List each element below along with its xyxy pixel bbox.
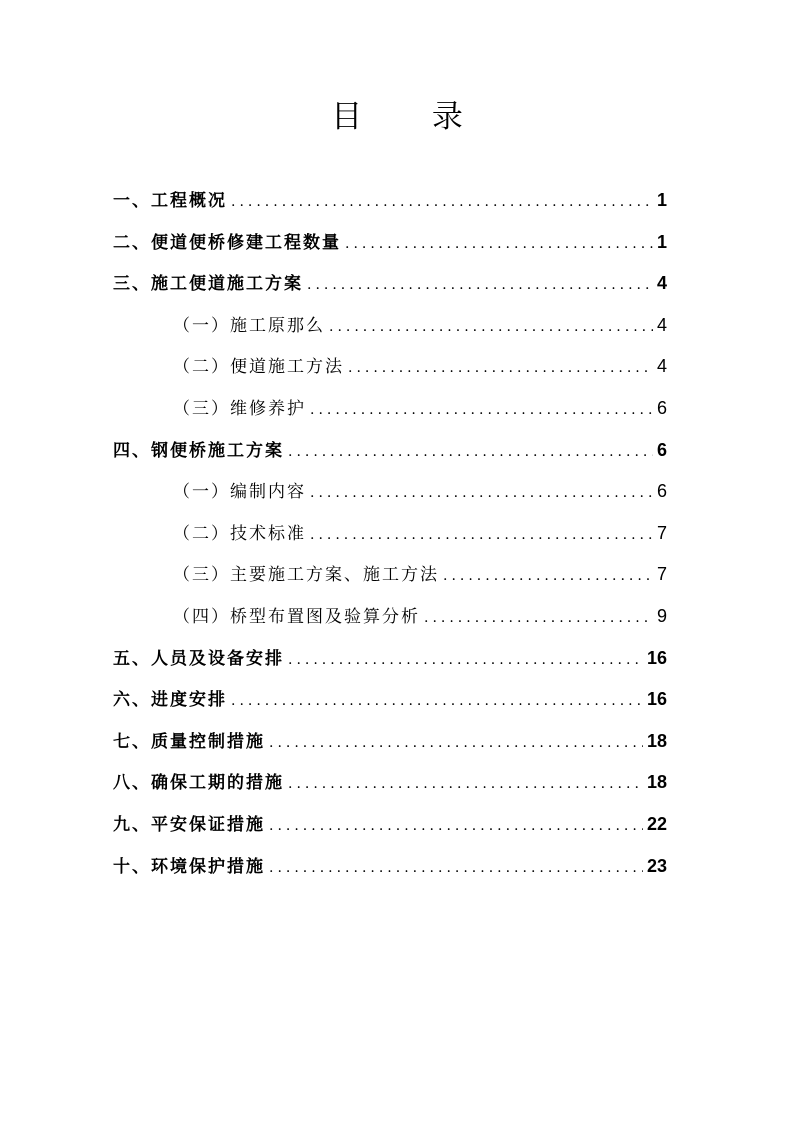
toc-page-number: 1	[656, 231, 667, 252]
toc-page-number: 16	[646, 647, 667, 668]
toc-page-number: 18	[646, 730, 667, 751]
toc-entry-title: 五、人员及设备安排	[113, 648, 284, 669]
toc-dot-leader	[231, 681, 643, 723]
toc-subentry[interactable]	[113, 471, 667, 513]
toc-entry-title: 四、钢便桥施工方案	[113, 440, 284, 461]
toc-page-number: 1	[656, 190, 667, 210]
toc-entry[interactable]	[113, 762, 667, 804]
toc-entry-title: 六、进度安排	[113, 690, 227, 711]
toc-entry-title: 十、环境保护措施	[113, 856, 265, 877]
toc-entry[interactable]	[113, 804, 667, 846]
toc-subentry[interactable]	[113, 596, 667, 638]
toc-page-number: 22	[646, 813, 667, 834]
toc-entry-title: （四）桥型布置图及验算分析	[173, 606, 420, 627]
toc-entry[interactable]	[113, 263, 667, 305]
toc-subentry[interactable]	[113, 554, 667, 596]
toc-entry-title: （一）施工原那么	[173, 315, 325, 336]
toc-entry-title: 七、质量控制措施	[113, 731, 265, 752]
toc-entry-title: 二、便道便桥修建工程数量	[113, 232, 341, 253]
toc-subentry[interactable]	[113, 388, 667, 430]
toc-dot-leader	[231, 182, 653, 224]
toc-entry[interactable]	[113, 638, 667, 680]
toc-dot-leader	[288, 640, 643, 682]
toc-dot-leader	[348, 348, 653, 390]
toc-page-number: 4	[656, 314, 667, 335]
toc-entry-title: （三）维修养护	[173, 398, 306, 419]
toc-page-number: 7	[656, 564, 667, 585]
toc-entry[interactable]	[113, 222, 667, 264]
toc-page-number: 4	[656, 273, 667, 294]
toc-subentry[interactable]	[113, 513, 667, 555]
toc-dot-leader	[310, 515, 653, 557]
toc-page-number: 6	[656, 481, 667, 502]
toc-dot-leader	[443, 556, 653, 598]
toc-entry-title: （二）便道施工方法	[173, 357, 344, 378]
toc-entry-title: 九、平安保证措施	[113, 814, 265, 835]
toc-entry-title: 八、确保工期的措施	[113, 773, 284, 794]
table-of-contents	[113, 180, 667, 887]
toc-entry[interactable]	[113, 721, 667, 763]
toc-page-number: 23	[646, 855, 667, 876]
toc-page-number: 16	[646, 689, 667, 710]
toc-entry-title: 三、施工便道施工方案	[113, 274, 303, 295]
toc-page-number: 6	[656, 397, 667, 418]
toc-entry-title: （一）编制内容	[173, 482, 306, 503]
toc-entry-title: 一、工程概况	[113, 191, 227, 211]
toc-dot-leader	[345, 224, 653, 266]
toc-page-number: 6	[656, 439, 667, 460]
toc-entry[interactable]	[113, 180, 667, 222]
toc-dot-leader	[424, 598, 653, 640]
toc-dot-leader	[269, 848, 643, 890]
toc-subentry[interactable]	[113, 346, 667, 388]
toc-dot-leader	[269, 806, 643, 848]
toc-dot-leader	[307, 265, 653, 307]
toc-dot-leader	[310, 473, 653, 515]
toc-page-number: 18	[646, 772, 667, 793]
toc-entry[interactable]	[113, 679, 667, 721]
toc-entry-title: （二）技术标准	[173, 523, 306, 544]
toc-dot-leader	[269, 723, 643, 765]
page-title: 目 录	[331, 99, 493, 135]
toc-dot-leader	[329, 307, 653, 349]
toc-entry-title: （三）主要施工方案、施工方法	[173, 565, 439, 586]
toc-page-number: 9	[656, 605, 667, 626]
toc-dot-leader	[288, 764, 643, 806]
toc-page-number: 7	[656, 522, 667, 543]
toc-subentry[interactable]	[113, 305, 667, 347]
toc-entry[interactable]	[113, 430, 667, 472]
toc-dot-leader	[288, 432, 653, 474]
toc-page-number: 4	[656, 356, 667, 377]
toc-dot-leader	[310, 390, 653, 432]
toc-entry[interactable]	[113, 846, 667, 888]
